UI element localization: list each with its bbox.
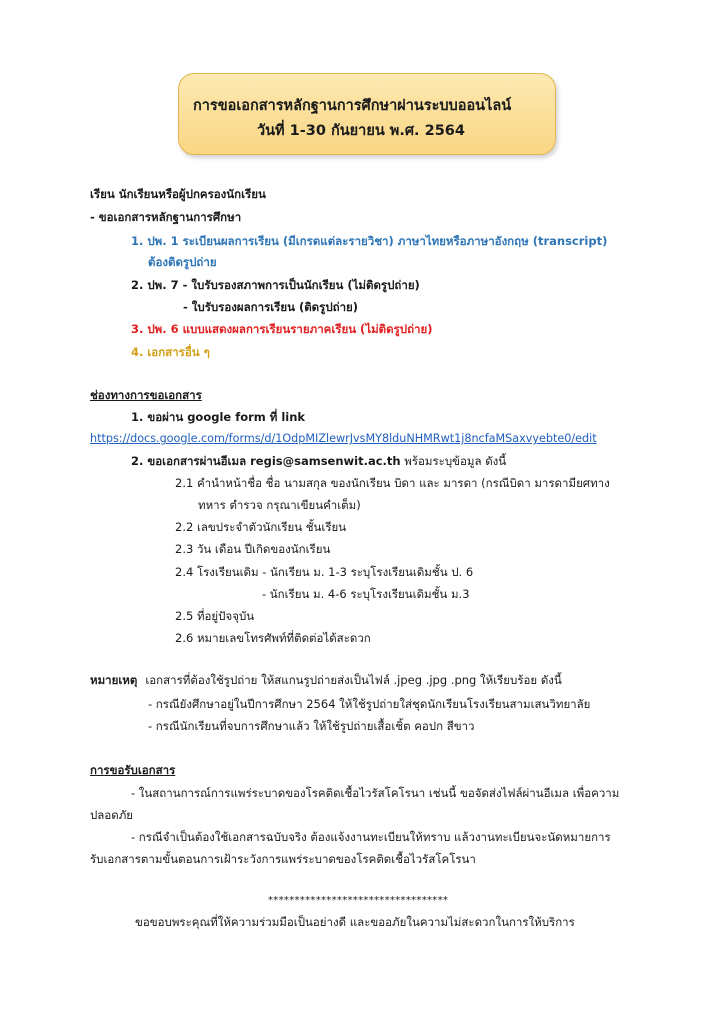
doc-item-1-cont: ต้องติดรูปถ่าย xyxy=(148,255,217,269)
footer-divider: ********************************** xyxy=(268,895,449,906)
note-line xyxy=(90,672,562,688)
detail-2-1: 2.1 คำนำหน้าชื่อ ชื่อ นามสกุล ของนักเรียน บิดา และ มารดา (กรณีบิดา มารดามียศทาง xyxy=(175,476,610,490)
doc-item-1: 1. ปพ. 1 ระเบียนผลการเรียน (มีเกรดแต่ละรายวิชา) ภาษาไทยหรือภาษาอังกฤษ (transcript) xyxy=(131,234,608,248)
google-form-link[interactable]: https://docs.google.com/forms/d/1OdpMIZlewrJvsMY8lduNHMRwt1j8ncfaMSaxvyebte0/edit xyxy=(90,432,597,445)
doc-item-2: 2. ปพ. 7 - ใบรับรองสภาพการเป็นนักเรียน (ไม่ติดรูปถ่าย) xyxy=(131,278,420,292)
note-sub-2: - กรณีนักเรียนที่จบการศึกษาแล้ว ให้ใช้รูปถ่ายเสื้อเชิ้ต คอปก สีขาว xyxy=(148,719,475,733)
doc-item-3: 3. ปพ. 6 แบบแสดงผลการเรียนรายภาคเรียน (ไม่ติดรูปถ่าย) xyxy=(131,322,433,336)
channel-method-2 xyxy=(131,453,506,469)
detail-2-3: 2.3 วัน เดือน ปีเกิดของนักเรียน xyxy=(175,542,331,556)
receive-para-2: - กรณีจำเป็นต้องใช้เอกสารฉบับจริง ต้องแจ้งงานทะเบียนให้ทราบ แล้วงานทะเบียนจะนัดหมายการ xyxy=(131,830,611,844)
receive-para-2-cont: รับเอกสารตามขั้นตอนการเฝ้าระวังการแพร่ระบาดของโรคติดเชื้อไวรัสโคโรนา xyxy=(90,852,476,866)
receive-para-1-cont: ปลอดภัย xyxy=(90,808,134,822)
channel-method-2-email[interactable]: 2. ขอเอกสารผ่านอีเมล regis@samsenwit.ac.th xyxy=(131,454,401,468)
channel-method-2-rest: พร้อมระบุข้อมูล ดังนี้ xyxy=(400,454,507,468)
doc-item-4: 4. เอกสารอื่น ๆ xyxy=(131,345,210,359)
detail-2-6: 2.6 หมายเลขโทรศัพท์ที่ติดต่อได้สะดวก xyxy=(175,631,371,645)
channels-heading: ช่องทางการขอเอกสาร xyxy=(90,388,202,402)
channel-method-1: 1. ขอผ่าน google form ที่ link xyxy=(131,410,306,424)
detail-2-5: 2.5 ที่อยู่ปัจจุบัน xyxy=(175,609,255,623)
receive-para-1: - ในสถานการณ์การแพร่ระบาดของโรคติดเชื้อไวรัสโคโรนา เช่นนี้ ขอจัดส่งไฟล์ผ่านอีเมล เพื่อความ xyxy=(131,786,620,800)
note-label: หมายเหตุ xyxy=(90,673,138,687)
greeting: เรียน นักเรียนหรือผู้ปกครองนักเรียน xyxy=(90,187,266,201)
detail-2-4: 2.4 โรงเรียนเดิม - นักเรียน ม. 1-3 ระบุโรงเรียนเดิมชั้น ป. 6 xyxy=(175,565,474,579)
docs-heading: - ขอเอกสารหลักฐานการศึกษา xyxy=(90,210,242,224)
detail-2-2: 2.2 เลขประจำตัวนักเรียน ชั้นเรียน xyxy=(175,520,347,534)
title-line-2: วันที่ 1-30 กันยายน พ.ศ. 2564 xyxy=(257,123,465,139)
note-text: เอกสารที่ต้องใช้รูปถ่าย ให้สแกนรูปถ่ายส่งเป็นไฟล์ .jpeg .jpg .png ให้เรียบร้อย ดังนี้ xyxy=(145,673,562,687)
receive-heading: การขอรับเอกสาร xyxy=(90,763,176,777)
note-sub-1: - กรณียังศึกษาอยู่ในปีการศึกษา 2564 ให้ใช้รูปถ่ายใส่ชุดนักเรียนโรงเรียนสามเสนวิทยาลัย xyxy=(148,697,591,711)
detail-2-4-cont: - นักเรียน ม. 4-6 ระบุโรงเรียนเดิมชั้น ม.3 xyxy=(262,587,470,601)
title-line-1: การขอเอกสารหลักฐานการศึกษาผ่านระบบออนไลน์ xyxy=(193,98,512,114)
doc-item-2-cont: - ใบรับรองผลการเรียน (ติดรูปถ่าย) xyxy=(183,300,359,314)
detail-2-1-cont: ทหาร ตำรวจ กรุณาเขียนคำเต็ม) xyxy=(198,498,361,512)
footer-thanks: ขอขอบพระคุณที่ให้ความร่วมมือเป็นอย่างดี และขออภัยในความไม่สะดวกในการให้บริการ xyxy=(135,915,575,929)
title-banner xyxy=(178,73,556,155)
